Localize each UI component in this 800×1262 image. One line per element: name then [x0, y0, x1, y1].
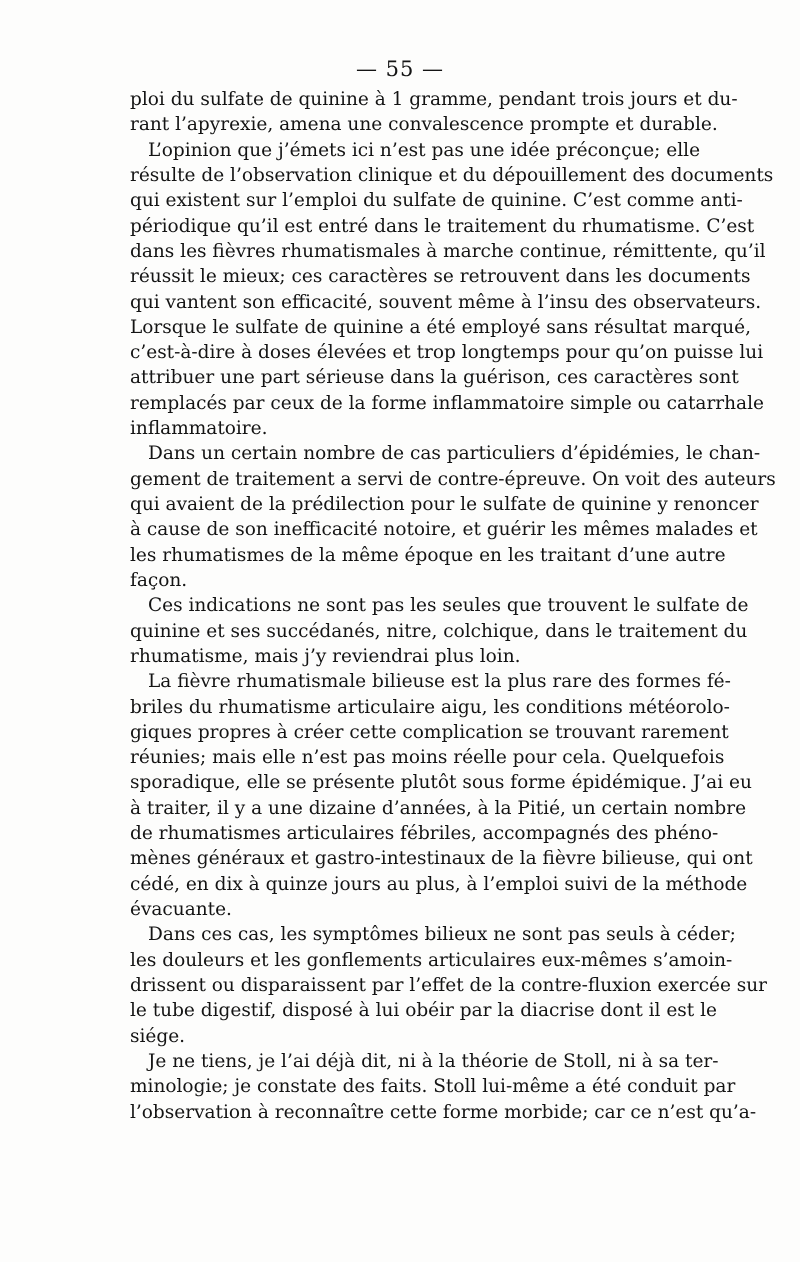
text-line: L’opinion que j’émets ici n’est pas une idée préconçue; elle [148, 139, 701, 161]
text-line: gement de traitement a servi de contre-épreuve. On voit des auteurs [130, 468, 776, 490]
page-number: — 55 — [355, 57, 445, 81]
text-line: mènes généraux et gastro-intestinaux de la fièvre bilieuse, qui ont [130, 848, 753, 870]
text-line: qui existent sur l’emploi du sulfate de quinine. C’est comme anti- [130, 190, 743, 212]
text-line: les rhumatismes de la même époque en les traitant d’une autre [130, 544, 726, 566]
text-line: à cause de son inefficacité notoire, et guérir les mêmes malades et [130, 519, 758, 541]
text-line: Dans ces cas, les symptômes bilieux ne sont pas seuls à céder; [148, 924, 736, 946]
text-line: rant l’apyrexie, amena une convalescence prompte et durable. [130, 114, 718, 136]
text-line: résulte de l’observation clinique et du dépouillement des documents [130, 164, 774, 186]
text-line: attribuer une part sérieuse dans la guérison, ces caractères sont [130, 367, 739, 389]
text-line: le tube digestif, disposé à lui obéir par la diacrise dont il est le [130, 1000, 717, 1022]
text-line: les douleurs et les gonflements articulaires eux-mêmes s’amoin- [130, 949, 733, 971]
text-line: périodique qu’il est entré dans le traitement du rhumatisme. C’est [130, 215, 755, 237]
text-line: quinine et ses succédanés, nitre, colchique, dans le traitement du [130, 620, 748, 642]
text-line: sporadique, elle se présente plutôt sous forme épidémique. J’ai eu [130, 772, 752, 794]
text-line: Je ne tiens, je l’ai déjà dit, ni à la théorie de Stoll, ni à sa ter- [148, 1050, 719, 1072]
text-line: Ces indications ne sont pas les seules que trouvent le sulfate de [148, 595, 749, 617]
text-line: c’est-à-dire à doses élevées et trop longtemps pour qu’on puisse lui [130, 342, 764, 364]
text-line: siége. [130, 1025, 186, 1047]
text-line: inflammatoire. [130, 418, 268, 440]
text-line: dans les fièvres rhumatismales à marche continue, rémittente, qu’il [130, 240, 766, 262]
text-line: La fièvre rhumatismale bilieuse est la plus rare des formes fé- [148, 671, 731, 693]
text-line: à traiter, il y a une dizaine d’années, à la Pitié, un certain nombre [130, 797, 747, 819]
text-line: briles du rhumatisme articulaire aigu, les conditions météorolo- [130, 696, 730, 718]
text-line: remplacés par ceux de la forme inflammatoire simple ou catarrhale [130, 392, 764, 414]
text-line: Lorsque le sulfate de quinine a été employé sans résultat marqué, [130, 316, 751, 338]
text-line: évacuante. [130, 899, 232, 920]
text-line: l’observation à reconnaître cette forme morbide; car ce n’est qu’a- [130, 1101, 757, 1123]
text-line: giques propres à créer cette complication se trouvant rarement [130, 721, 729, 743]
text-line: rhumatisme, mais j’y reviendrai plus loin. [130, 645, 521, 667]
text-line: drissent ou disparaissent par l’effet de la contre-fluxion exercée sur [130, 974, 768, 996]
text-line: Dans un certain nombre de cas particuliers d’épidémies, le chan- [148, 443, 761, 465]
text-line: ploi du sulfate de quinine à 1 gramme, pendant trois jours et du- [130, 89, 738, 110]
text-line: façon. [130, 569, 188, 591]
body-text [130, 87, 776, 1125]
text-line: réussit le mieux; ces caractères se retrouvent dans les documents [130, 266, 751, 288]
text-line: minologie; je constate des faits. Stoll lui-même a été conduit par [130, 1076, 736, 1098]
text-line: réunies; mais elle n’est pas moins réelle pour cela. Quelquefois [130, 747, 725, 769]
text-line: qui vantent son efficacité, souvent même à l’insu des observateurs. [130, 291, 762, 313]
text-line: qui avaient de la prédilection pour le sulfate de quinine y renoncer [130, 494, 759, 515]
text-line: de rhumatismes articulaires fébriles, accompagnés des phéno- [130, 823, 719, 845]
text-line: cédé, en dix à quinze jours au plus, à l’emploi suivi de la méthode [130, 873, 748, 895]
